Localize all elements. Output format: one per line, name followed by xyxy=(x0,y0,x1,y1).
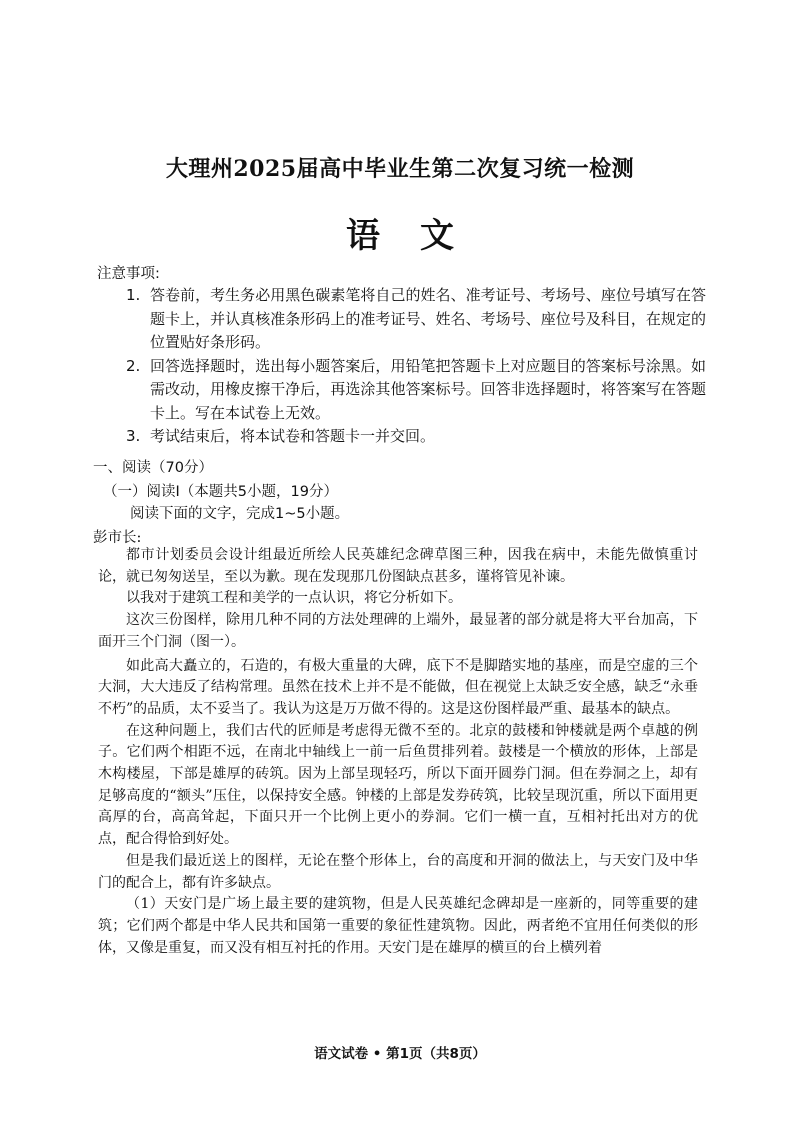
notice-item xyxy=(126,284,706,355)
section-heading: 一、阅读（70分） xyxy=(93,460,213,476)
notice-item xyxy=(126,425,706,449)
passage-paragraph: 在这种问题上，我们古代的匠师是考虑得无微不至的。北京的鼓楼和钟楼就是两个卓越的例子。它们两个相距不远，在南北中轴线上一前一后鱼贯排列着。鼓楼是一个横放的形体，上部是木构楼屋，下部是雄厚的砖筑。因为上部呈现轻巧，所以下面开圆券门洞。但在券洞之上，却有足够高度的“额头”压住，以保持安全感。钟楼的上部是发券砖筑，比较呈现沉重，所以下面用更高厚的台，高高耸起，下面只开一个比例上更小的券洞。它们一横一直，互相衬托出对方的优点，配合得恰到好处。 xyxy=(98,722,698,848)
passage-paragraph: 都市计划委员会设计组最近所绘人民英雄纪念碑草图三种，因我在病中，未能先做慎重讨论，就已匆匆送呈，至以为歉。现在发现那几份图缺点甚多，谨将管见补谏。 xyxy=(98,547,698,585)
subsection-heading: （一）阅读Ⅰ（本题共5小题，19分） xyxy=(103,484,338,500)
notice-list xyxy=(126,284,706,449)
notice-label: 注意事项: xyxy=(97,266,160,282)
passage-paragraph: 这次三份图样，除用几种不同的方法处理碑的上端外，最显著的部分就是将大平台加高，下面开三个门洞（图一）。 xyxy=(98,612,698,650)
passage-paragraph: 但是我们最近送上的图样，无论在整个形体上，台的高度和开洞的做法上，与天安门及中华门的配合上，都有许多缺点。 xyxy=(98,852,698,891)
letter-salutation: 彭市长: xyxy=(93,530,142,546)
passage-paragraph: 如此高大矗立的，石造的，有极大重量的大碑，底下不是脚踏实地的基座，而是空虚的三个大洞，大大违反了结构常理。虽然在技术上并不是不能做，但在视觉上太缺乏安全感，缺乏“永垂不朽”的品质，太不妥当了。我认为这是万万做不得的。这是这份图样最严重、最基本的缺点。 xyxy=(98,657,698,717)
notice-item xyxy=(126,355,706,426)
notice-number: 3. xyxy=(126,427,141,445)
notice-text: 考试结束后，将本试卷和答题卡一并交回。 xyxy=(150,427,436,445)
subject-title: 语文 xyxy=(346,216,494,256)
passage-paragraph: 以我对于建筑工程和美学的一点认识，将它分析如下。 xyxy=(126,590,462,607)
notice-number: 1. xyxy=(126,286,141,304)
reading-passage xyxy=(98,545,698,959)
notice-number: 2. xyxy=(126,356,141,375)
passage-paragraph: （1）天安门是广场上最主要的建筑物，但是人民英雄纪念碑却是一座新的，同等重要的建筑；它们两个都是中华人民共和国第一重要的象征性建筑物。因此，两者绝不宜用任何类似的形体，又像是重复，而又没有相互衬托的作用。天安门是在雄厚的横亘的台上横列着 xyxy=(98,896,698,956)
notice-text: 答卷前，考生务必用黑色碳素笔将自己的姓名、准考证号、考场号、座位号填写在答题卡上，并认真核准条形码上的准考证号、姓名、考场号、座位号及科目，在规定的位置贴好条形码。 xyxy=(150,286,706,351)
exam-title: 大理州2025届高中毕业生第二次复习统一检测 xyxy=(165,156,635,182)
page-footer: 语文试卷 • 第1页（共8页） xyxy=(314,1046,486,1062)
reading-instruction: 阅读下面的文字，完成1~5小题。 xyxy=(130,506,350,522)
notice-text: 回答选择题时，选出每小题答案后，用铅笔把答题卡上对应题目的答案标号涂黑。如需改动，用橡皮擦干净后，再选涂其他答案标号。回答非选择题时，将答案写在答题卡上。写在本试卷上无效。 xyxy=(150,356,706,422)
